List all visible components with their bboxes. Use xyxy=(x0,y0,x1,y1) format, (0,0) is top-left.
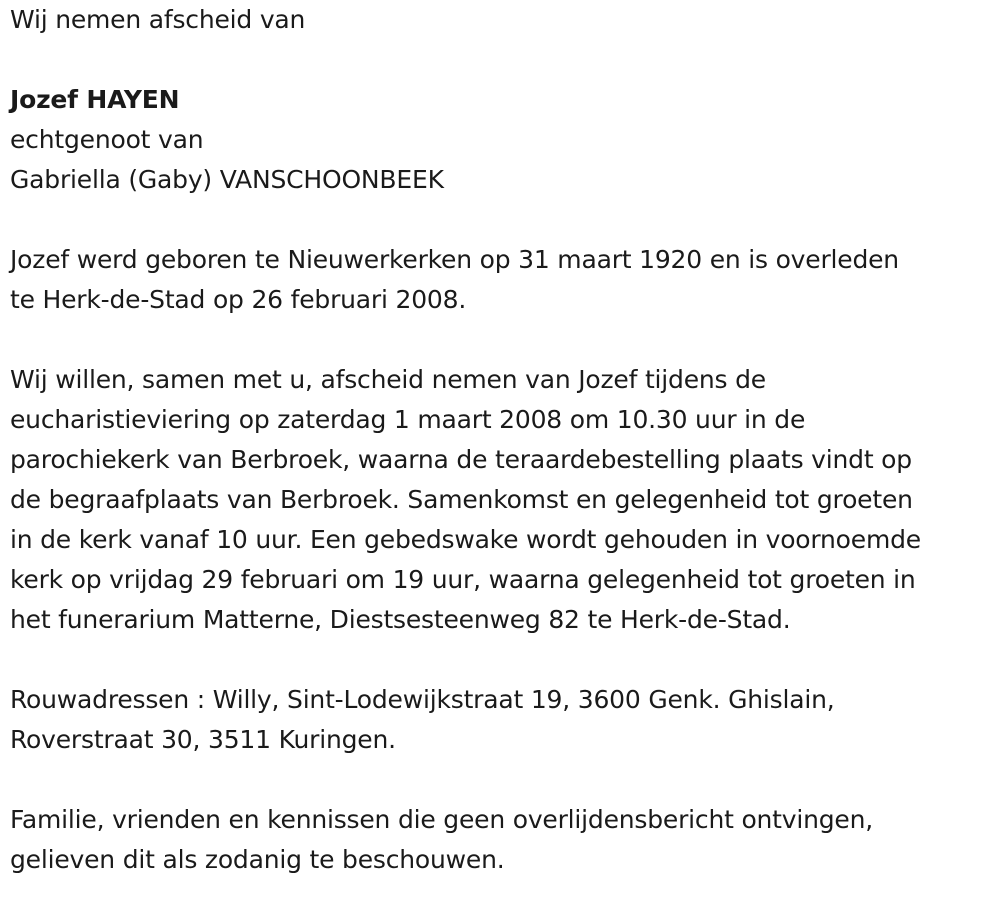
birth-death-paragraph xyxy=(10,240,995,320)
paragraph-line: Rouwadressen : Willy, Sint-Lodewijkstraat 19, 3600 Genk. Ghislain, xyxy=(10,685,835,714)
paragraph-line: Jozef werd geboren te Nieuwerkerken op 31 maart 1920 en is overleden xyxy=(10,245,899,274)
paragraph-line: parochiekerk van Berbroek, waarna de teraardebestelling plaats vindt op xyxy=(10,445,912,474)
spacer xyxy=(10,200,995,240)
paragraph-line: Roverstraat 30, 3511 Kuringen. xyxy=(10,725,396,754)
paragraph-line: de begraafplaats van Berbroek. Samenkomst en gelegenheid tot groeten xyxy=(10,485,913,514)
relation-text: echtgenoot van xyxy=(10,125,204,154)
intro-text: Wij nemen afscheid van xyxy=(10,5,306,34)
spacer xyxy=(10,760,995,800)
spacer xyxy=(10,640,995,680)
paragraph-line: gelieven dit als zodanig te beschouwen. xyxy=(10,845,505,874)
paragraph-line: in de kerk vanaf 10 uur. Een gebedswake wordt gehouden in voornoemde xyxy=(10,525,921,554)
ceremony-paragraph xyxy=(10,360,995,640)
paragraph-line: kerk op vrijdag 29 februari om 19 uur, waarna gelegenheid tot groeten in xyxy=(10,565,916,594)
paragraph-line: Familie, vrienden en kennissen die geen overlijdensbericht ontvingen, xyxy=(10,805,874,834)
spouse-name: Gabriella (Gaby) VANSCHOONBEEK xyxy=(10,165,444,194)
spacer xyxy=(10,320,995,360)
spacer xyxy=(10,40,995,80)
paragraph-line: Wij willen, samen met u, afscheid nemen van Jozef tijdens de xyxy=(10,365,766,394)
paragraph-line: eucharistieviering op zaterdag 1 maart 2008 om 10.30 uur in de xyxy=(10,405,806,434)
closing-paragraph xyxy=(10,800,995,880)
addresses-paragraph xyxy=(10,680,995,760)
paragraph-line: het funerarium Matterne, Diestsesteenweg 82 te Herk-de-Stad. xyxy=(10,605,791,634)
deceased-name: Jozef HAYEN xyxy=(10,85,180,114)
paragraph-line: te Herk-de-Stad op 26 februari 2008. xyxy=(10,285,467,314)
obituary-notice xyxy=(10,0,995,880)
